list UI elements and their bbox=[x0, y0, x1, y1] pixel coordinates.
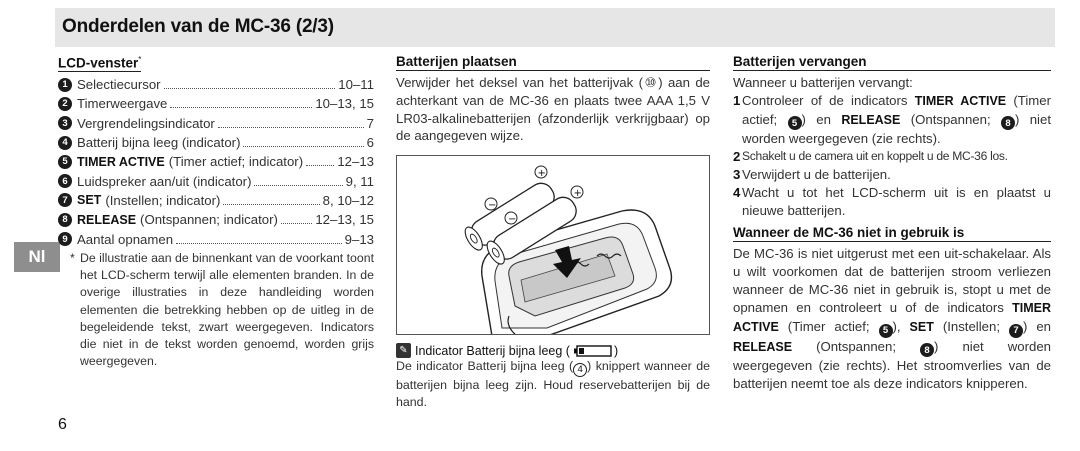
unused-text-part: ), bbox=[892, 318, 910, 334]
install-heading: Batterijen plaatsen bbox=[396, 54, 710, 71]
step-number: 2 bbox=[733, 149, 741, 165]
svg-text:−: − bbox=[508, 214, 517, 226]
leader-dots bbox=[170, 99, 312, 108]
lcd-list-item bbox=[58, 133, 374, 152]
item-number: 5 bbox=[58, 155, 72, 169]
leader-dots bbox=[243, 138, 363, 147]
item-page-ref: 8, 10–12 bbox=[322, 192, 374, 208]
item-number: 2 bbox=[58, 97, 72, 111]
note-callout-number: 4 bbox=[573, 363, 587, 377]
low-battery-note-text bbox=[396, 358, 710, 411]
unused-text bbox=[733, 245, 1051, 393]
unused-text-part: ) en bbox=[1022, 318, 1051, 334]
lcd-section bbox=[58, 54, 374, 371]
callout-number: 8 bbox=[920, 343, 934, 357]
lcd-list-item bbox=[58, 114, 374, 133]
svg-text:+: + bbox=[537, 168, 546, 180]
step-text bbox=[742, 92, 1051, 148]
lcd-footnote bbox=[58, 250, 374, 371]
battery-insertion-drawing bbox=[397, 156, 710, 335]
callout-number: 5 bbox=[788, 116, 802, 130]
lcd-list-item bbox=[58, 191, 374, 210]
replace-intro: Wanneer u batterijen vervangt: bbox=[733, 75, 913, 90]
item-label: Batterij bijna leeg (indicator) bbox=[77, 135, 241, 151]
title-bar bbox=[55, 8, 1055, 47]
lcd-list-item bbox=[58, 229, 374, 248]
item-number: 6 bbox=[58, 174, 72, 188]
item-page-ref: 12–13 bbox=[337, 154, 374, 170]
callout-number: 5 bbox=[879, 324, 893, 338]
replace-heading: Batterijen vervangen bbox=[733, 54, 1051, 71]
unused-text-part: (Ontspannen; bbox=[792, 338, 921, 354]
replace-section bbox=[733, 54, 1051, 393]
indicator-name: RELEASE bbox=[841, 112, 901, 127]
lcd-list-item bbox=[58, 171, 374, 190]
lcd-heading bbox=[58, 55, 141, 73]
item-label: (Ontspannen; indicator) bbox=[140, 212, 278, 228]
replace-step-3 bbox=[733, 166, 1051, 184]
unused-text-part: (Instellen; bbox=[933, 318, 1009, 334]
unused-heading: Wanneer de MC-36 niet in gebruik is bbox=[733, 225, 1051, 242]
item-label: Aantal opnamen bbox=[77, 231, 174, 247]
item-bold-label: RELEASE bbox=[77, 212, 137, 227]
step-text-part: (Ontspannen; bbox=[900, 111, 1001, 127]
item-page-ref: 10–13, 15 bbox=[315, 96, 374, 112]
low-battery-note-heading bbox=[396, 343, 710, 358]
item-number: 3 bbox=[58, 116, 72, 130]
footnote-mark: * bbox=[70, 250, 75, 265]
replace-step-1 bbox=[733, 92, 1051, 148]
leader-dots bbox=[223, 196, 319, 205]
item-page-ref: 9–13 bbox=[344, 231, 374, 247]
item-number: 4 bbox=[58, 136, 72, 150]
leader-dots bbox=[281, 215, 312, 224]
item-bold-label: TIMER ACTIVE bbox=[77, 154, 165, 169]
item-page-ref: 6 bbox=[366, 135, 374, 151]
pencil-icon: ✎ bbox=[396, 343, 411, 358]
step-text: Schakelt u de camera uit en koppelt u de MC-36 los. bbox=[742, 149, 1008, 164]
item-page-ref: 9, 11 bbox=[345, 173, 374, 189]
indicator-name: TIMER ACTIVE bbox=[914, 93, 1007, 108]
item-label: Selectiecursor bbox=[77, 77, 161, 93]
item-page-ref: 10–11 bbox=[338, 77, 374, 93]
item-number: 7 bbox=[58, 193, 72, 207]
step-number: 4 bbox=[733, 184, 741, 200]
unused-text-part: ) niet worden weergegeven (zie rechts). Het stroomverlies van de batterijen neemt toe als deze indicators knipperen. bbox=[733, 338, 1051, 392]
lcd-list-item bbox=[58, 94, 374, 113]
lcd-heading-mark: * bbox=[138, 54, 142, 64]
step-text-part: Controleer of de indicators bbox=[742, 92, 915, 108]
item-number: 9 bbox=[58, 232, 72, 246]
step-text: Verwijdert u de batterijen. bbox=[742, 167, 891, 183]
note-heading-end: ) bbox=[613, 343, 619, 358]
lcd-list-item bbox=[58, 210, 374, 229]
lcd-list-item bbox=[58, 152, 374, 171]
step-number: 3 bbox=[733, 167, 741, 183]
step-text-part: ) niet worden weergegeven (zie rechts). bbox=[742, 111, 1051, 147]
callout-number: 7 bbox=[1009, 324, 1023, 338]
step-text-part: ) en bbox=[801, 111, 842, 127]
install-section bbox=[396, 54, 710, 411]
svg-text:+: + bbox=[573, 188, 582, 200]
leader-dots bbox=[164, 80, 336, 89]
note-text-2: ) knippert wanneer de batterijen bijna leeg zijn. Houd reservebatterijen bij de hand. bbox=[396, 359, 710, 409]
item-label: (Timer actief; indicator) bbox=[168, 154, 304, 170]
svg-text:−: − bbox=[488, 200, 497, 212]
unused-text-part: (Timer actief; bbox=[778, 318, 879, 334]
indicator-name: RELEASE bbox=[733, 339, 793, 354]
item-label: Vergrendelingsindicator bbox=[77, 115, 215, 131]
language-tab: Nl bbox=[14, 242, 60, 272]
indicator-name: TIMER ACTIVE bbox=[733, 300, 1051, 334]
footnote-text: De illustratie aan de binnenkant van de voorkant toont het LCD-scherm terwijl alle elementen branden. In de overige illustraties in deze handleiding worden elementen die betrekking hebben op de uitleg in de begeleidende tekst, zwart weergegeven. Indicators die niet in de tekst worden genoemd, worden grijs weergegeven. bbox=[80, 250, 374, 369]
leader-dots bbox=[218, 119, 364, 128]
page-title: Onderdelen van de MC-36 (2/3) bbox=[62, 16, 334, 37]
callout-number: 8 bbox=[1001, 116, 1015, 130]
item-number: 8 bbox=[58, 213, 72, 227]
replace-step-2 bbox=[733, 148, 1051, 166]
step-text-part: (Timer actief; bbox=[742, 92, 1051, 127]
page-number: 6 bbox=[58, 416, 67, 433]
item-page-ref: 7 bbox=[366, 115, 374, 131]
leader-dots bbox=[176, 235, 342, 244]
indicator-name: SET bbox=[909, 319, 934, 334]
item-bold-label: SET bbox=[77, 193, 102, 208]
lcd-item-list bbox=[58, 75, 374, 249]
note-heading-text: Indicator Batterij bijna leeg ( bbox=[415, 343, 570, 358]
item-number: 1 bbox=[58, 78, 72, 92]
lcd-heading-text: LCD-venster bbox=[58, 55, 139, 70]
leader-dots bbox=[254, 177, 342, 186]
step-number: 1 bbox=[733, 92, 741, 108]
item-label: Luidspreker aan/uit (indicator) bbox=[77, 173, 252, 189]
item-label: Timerweergave bbox=[77, 96, 168, 112]
step-text: Wacht u tot het LCD-scherm uit is en plaatst u nieuwe batterijen. bbox=[742, 184, 1051, 218]
replace-step-4 bbox=[733, 184, 1051, 220]
leader-dots bbox=[306, 157, 334, 166]
install-text: Verwijder het deksel van het batterijvak (⑩) aan de achterkant van de MC-36 en plaats twee AAA 1,5 V LR03-alkalinebatterijen (afzonderlijk verkrijgbaar) op de aangegeven wijze. bbox=[396, 75, 710, 144]
item-label: (Instellen; indicator) bbox=[105, 192, 221, 208]
note-text-1: De indicator Batterij bijna leeg ( bbox=[396, 359, 574, 374]
item-page-ref: 12–13, 15 bbox=[315, 212, 374, 228]
battery-illustration bbox=[396, 155, 710, 335]
lcd-list-item bbox=[58, 75, 374, 94]
battery-low-icon bbox=[573, 345, 613, 357]
unused-text-part: De MC-36 is niet uitgerust met een uit-schakelaar. Als u wilt voorkomen dat de batterijen stroom verliezen wanneer de MC-36 niet in gebruik is, stopt u met de opnamen en controleert u of de indicators bbox=[733, 246, 1051, 315]
